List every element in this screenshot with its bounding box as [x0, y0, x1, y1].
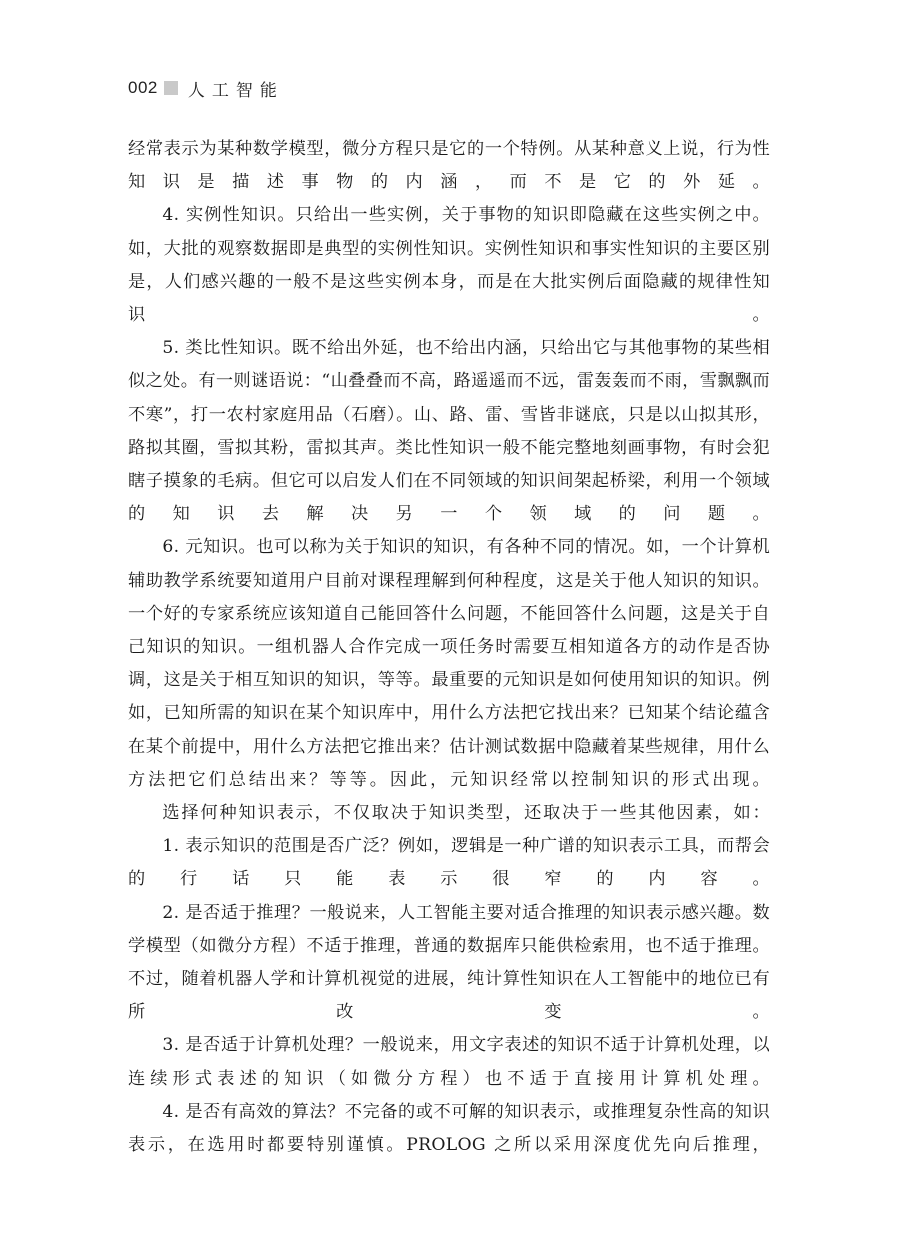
- paragraph-9: 4. 是否有高效的算法？不完备的或不可解的知识表示，或推理复杂性高的知识表示，在选用时都要特别谨慎。PROLOG 之所以采用深度优先向后推理，: [128, 1101, 770, 1156]
- paragraph-4: 6. 元知识。也可以称为关于知识的知识，有各种不同的情况。如，一个计算机辅助教学系统要知道用户目前对课程理解到何种程度，这是关于他人知识的知识。一个好的专家系统应该知道自己能回答什么问题，不能回答什么问题，这是关于自己知识的知识。一组机器人合作完成一项任务时需要互相知道各方的动作是否协调，这是关于相互知识的知识，等等。最重要的元知识是如何使用知识的知识。例如，已知所需的知识在某个知识库中，用什么方法把它找出来？已知某个结论蕴含在某个前提中，用什么方法把它推出来？估计测试数据中隐藏着某些规律，用什么方法把它们总结出来？等等。因此，元知识经常以控制知识的形式出现。: [128, 537, 770, 790]
- paragraph-5: 选择何种知识表示，不仅取决于知识类型，还取决于一些其他因素，如：: [162, 803, 770, 824]
- paragraph-6: 1. 表示知识的范围是否广泛？例如，逻辑是一种广谱的知识表示工具，而帮会的行话只能表示很窄的内容。: [128, 836, 770, 890]
- page-number: 002: [128, 78, 158, 97]
- body-text: [128, 133, 770, 1162]
- running-head: [128, 76, 284, 100]
- paragraph-7: 2. 是否适于推理？一般说来，人工智能主要对适合推理的知识表示感兴趣。数学模型（如微分方程）不适于推理，普通的数据库只能供检索用，也不适于推理。不过，随着机器人学和计算机视觉的进展，纯计算性知识在人工智能中的地位已有所改变。: [128, 902, 770, 1023]
- paragraph-8: 3. 是否适于计算机处理？一般说来，用文字表述的知识不适于计算机处理，以连续形式表述的知识（如微分方程）也不适于直接用计算机处理。: [128, 1035, 770, 1089]
- paragraph-1: 经常表示为某种数学模型，微分方程只是它的一个特例。从某种意义上说，行为性知识是描述事物的内涵，而不是它的外延。: [128, 139, 770, 193]
- book-title: 人工智能: [187, 80, 284, 101]
- header-square-ornament: [164, 81, 178, 95]
- paragraph-3: 5. 类比性知识。既不给出外延，也不给出内涵，只给出它与其他事物的某些相似之处。有一则谜语说：“山叠叠而不高，路遥遥而不远，雷轰轰而不雨，雪飘飘而不寒”，打一农村家庭用品（石磨）。山、路、雷、雪皆非谜底，只是以山拟其形，路拟其圈，雪拟其粉，雷拟其声。类比性知识一般不能完整地刻画事物，有时会犯瞎子摸象的毛病。但它可以启发人们在不同领域的知识间架起桥梁，利用一个领域的知识去解决另一个领域的问题。: [128, 338, 770, 525]
- paragraph-2: 4. 实例性知识。只给出一些实例，关于事物的知识即隐藏在这些实例之中。如，大批的观察数据即是典型的实例性知识。实例性知识和事实性知识的主要区别是，人们感兴趣的一般不是这些实例本身，而是在大批实例后面隐藏的规律性知识。: [128, 205, 770, 326]
